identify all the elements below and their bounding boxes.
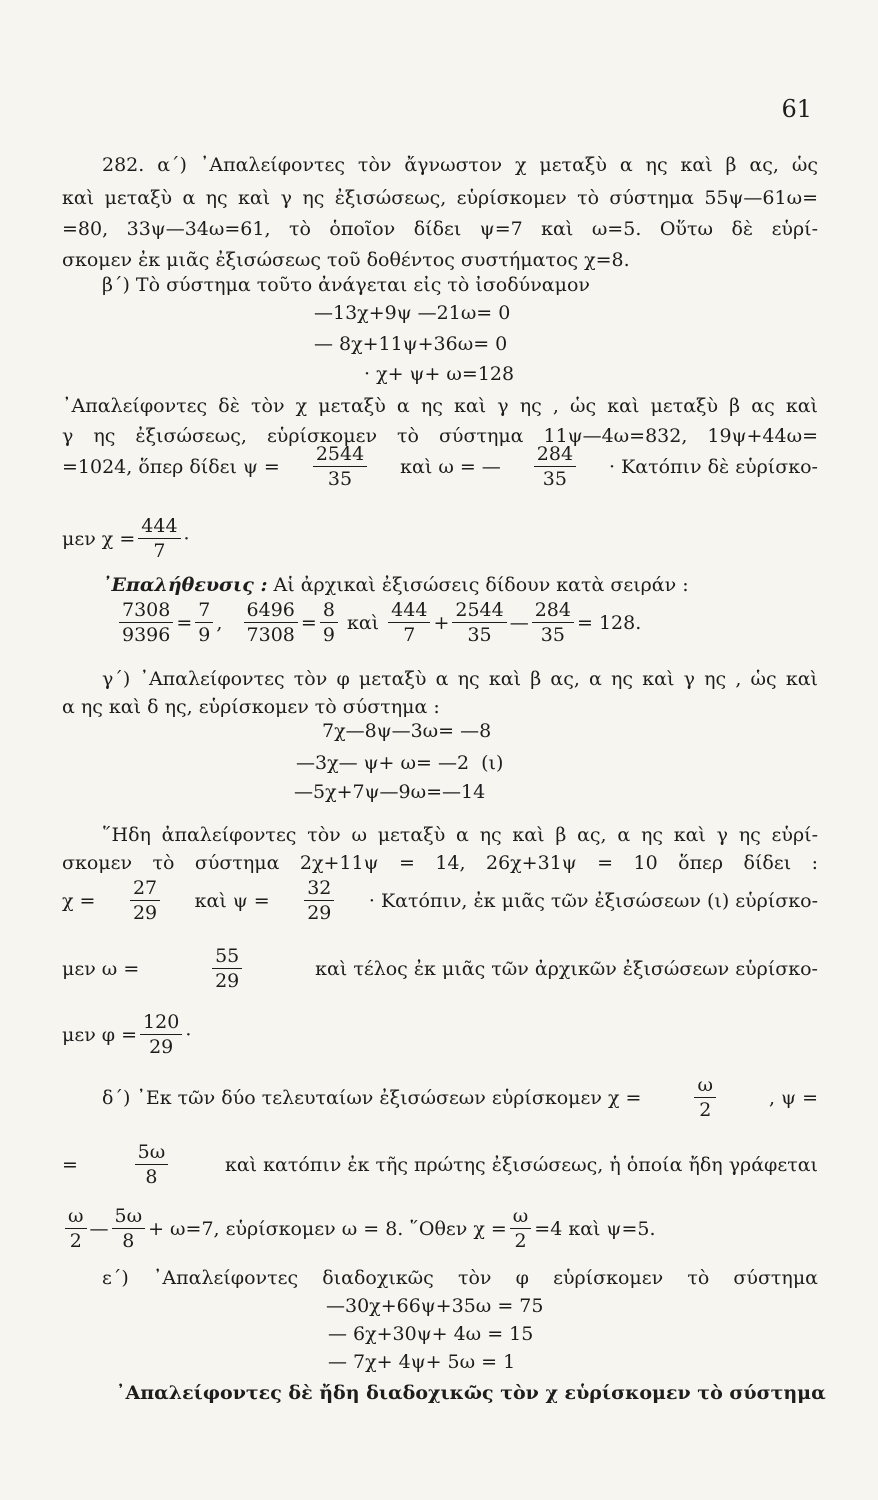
equation: —3χ— ψ+ ω= —2 (ι) (296, 752, 504, 774)
math-line: μεν χ = $\frac{444}{7}$ · (62, 515, 190, 562)
text-line: σκομεν τὸ σύστημα 2χ+11ψ = 14, 26χ+31ψ = 10 ὅπερ δίδει : (62, 852, 818, 874)
fraction: $\frac{120}{29}$ (140, 1010, 182, 1059)
math-line: μεν φ = $\frac{120}{29}$ · (62, 1011, 192, 1058)
text-line: =80, 33ψ—34ω=61, τὸ ὁποῖον δίδει ψ=7 καὶ ω=5. Οὕτω δὲ εὑρί- (62, 218, 818, 240)
verification-heading: ᾿Επαλήθευσις : Αἱ ἀρχικαὶ ἐξισώσεις δίδουν κατὰ σειράν : (102, 574, 689, 596)
equation: —30χ+66ψ+35ω = 75 (326, 1295, 544, 1317)
math-line: =1024, ὅπερ δίδει ψ = $\frac{2544}{35}$ καὶ ω = — $\frac{284}{35}$ · Κατόπιν δὲ εὑρίσκο- (62, 443, 818, 490)
equation: — 7χ+ 4ψ+ 5ω = 1 (328, 1351, 516, 1373)
fraction: $\frac{284}{35}$ (534, 442, 576, 491)
equation: 7χ—8ψ—3ω= —8 (322, 720, 492, 742)
text-line: ᾿Απαλείφοντες δὲ ἤδη διαδοχικῶς τὸν χ εὑρίσκομεν τὸ σύστημα (116, 1382, 826, 1404)
math-line: = $\frac{5\omega}{8}$ καὶ κατόπιν ἐκ τῆς πρώτης ἐξισώσεως, ἡ ὁποία ἤδη γράφεται (62, 1141, 818, 1188)
fraction: $\frac{\omega}{2}$ (510, 1204, 532, 1253)
equation: —5χ+7ψ—9ω=—14 (294, 781, 486, 803)
fraction: $\frac{27}{29}$ (130, 876, 160, 925)
text-line: γ΄) ᾿Απαλείφοντες τὸν φ μεταξὺ α ης καὶ β ας, α ης καὶ γ ης , ὡς καὶ (102, 668, 818, 690)
fraction: $\frac{55}{29}$ (212, 944, 242, 993)
math-line: χ = $\frac{27}{29}$ καὶ ψ = $\frac{32}{29}$ · Κατόπιν, ἐκ μιᾶς τῶν ἐξισώσεων (ι) εὑρίσκο- (62, 877, 818, 924)
math-line: $\frac{\omega}{2}$ — $\frac{5\omega}{8}$ + ω=7, εὑρίσκομεν ω = 8. ῞Οθεν χ = $\frac{\omega}{2}$ =4 καὶ ψ=5. (62, 1204, 818, 1253)
fraction: $\frac{284}{35}$ (532, 598, 574, 647)
verification-line: $\frac{7308}{9396}$ = $\frac{7}{9}$ , $\frac{6496}{7308}$ = $\frac{8}{9}$ καὶ $\frac{444}{7}$ + $\frac{2544}{35}$ — $\frac{284}{35}$ = 128. (116, 598, 818, 647)
text-line: α ης καὶ δ ης, εὑρίσκομεν τὸ σύστημα : (62, 696, 440, 718)
page-number: 61 (781, 95, 812, 123)
fraction: $\frac{\omega}{2}$ (65, 1204, 87, 1253)
text-line: ε΄) ᾿Απαλείφοντες διαδοχικῶς τὸν φ εὑρίσκομεν τὸ σύστημα (102, 1267, 818, 1289)
fraction: $\frac{7308}{9396}$ (119, 598, 173, 647)
fraction: $\frac{\omega}{2}$ (694, 1073, 716, 1122)
math-line: δ΄) ᾿Εκ τῶν δύο τελευταίων ἐξισώσεων εὑρίσκομεν χ = $\frac{\omega}{2}$ , ψ = (102, 1074, 818, 1121)
fraction: $\frac{7}{9}$ (195, 598, 213, 647)
text-line: 282. α΄) ᾿Απαλείφοντες τὸν ἄγνωστον χ μεταξὺ α ης καὶ β ας, ὡς (102, 154, 818, 176)
equation: — 8χ+11ψ+36ω= 0 (314, 333, 508, 355)
fraction: $\frac{32}{29}$ (304, 876, 334, 925)
fraction: $\frac{5\omega}{8}$ (135, 1140, 169, 1189)
fraction: $\frac{444}{7}$ (138, 514, 180, 563)
fraction: $\frac{2544}{35}$ (452, 598, 506, 647)
text-line: ῞Ηδη ἀπαλείφοντες τὸν ω μεταξὺ α ης καὶ β ας, α ης καὶ γ ης εὑρί- (102, 824, 818, 846)
text-line: ᾿Απαλείφοντες δὲ τὸν χ μεταξὺ α ης καὶ γ ης , ὡς καὶ μεταξὺ β ας καὶ (62, 395, 818, 417)
fraction: $\frac{5\omega}{8}$ (112, 1204, 146, 1253)
text-line: καὶ μεταξὺ α ης καὶ γ ης ἐξισώσεως, εὑρίσκομεν τὸ σύστημα 55ψ—61ω= (62, 187, 818, 209)
fraction: $\frac{444}{7}$ (388, 598, 430, 647)
equation: —13χ+9ψ —21ω= 0 (314, 302, 511, 324)
text-line: σκομεν ἐκ μιᾶς ἐξισώσεως τοῦ δοθέντος συστήματος χ=8. (62, 249, 630, 271)
text-line: β΄) Τὸ σύστημα τοῦτο ἀνάγεται εἰς τὸ ἰσοδύναμον (102, 274, 590, 296)
text-line: γ ης ἐξισώσεως, εὑρίσκομεν τὸ σύστημα 11ψ—4ω=832, 19ψ+44ω= (62, 425, 818, 447)
fraction: $\frac{8}{9}$ (320, 598, 338, 647)
equation: — 6χ+30ψ+ 4ω = 15 (328, 1323, 534, 1345)
equation: · χ+ ψ+ ω=128 (364, 363, 515, 385)
math-line: μεν ω = $\frac{55}{29}$ καὶ τέλος ἐκ μιᾶς τῶν ἀρχικῶν ἐξισώσεων εὑρίσκο- (62, 945, 818, 992)
fraction: $\frac{2544}{35}$ (313, 442, 367, 491)
fraction: $\frac{6496}{7308}$ (244, 598, 298, 647)
